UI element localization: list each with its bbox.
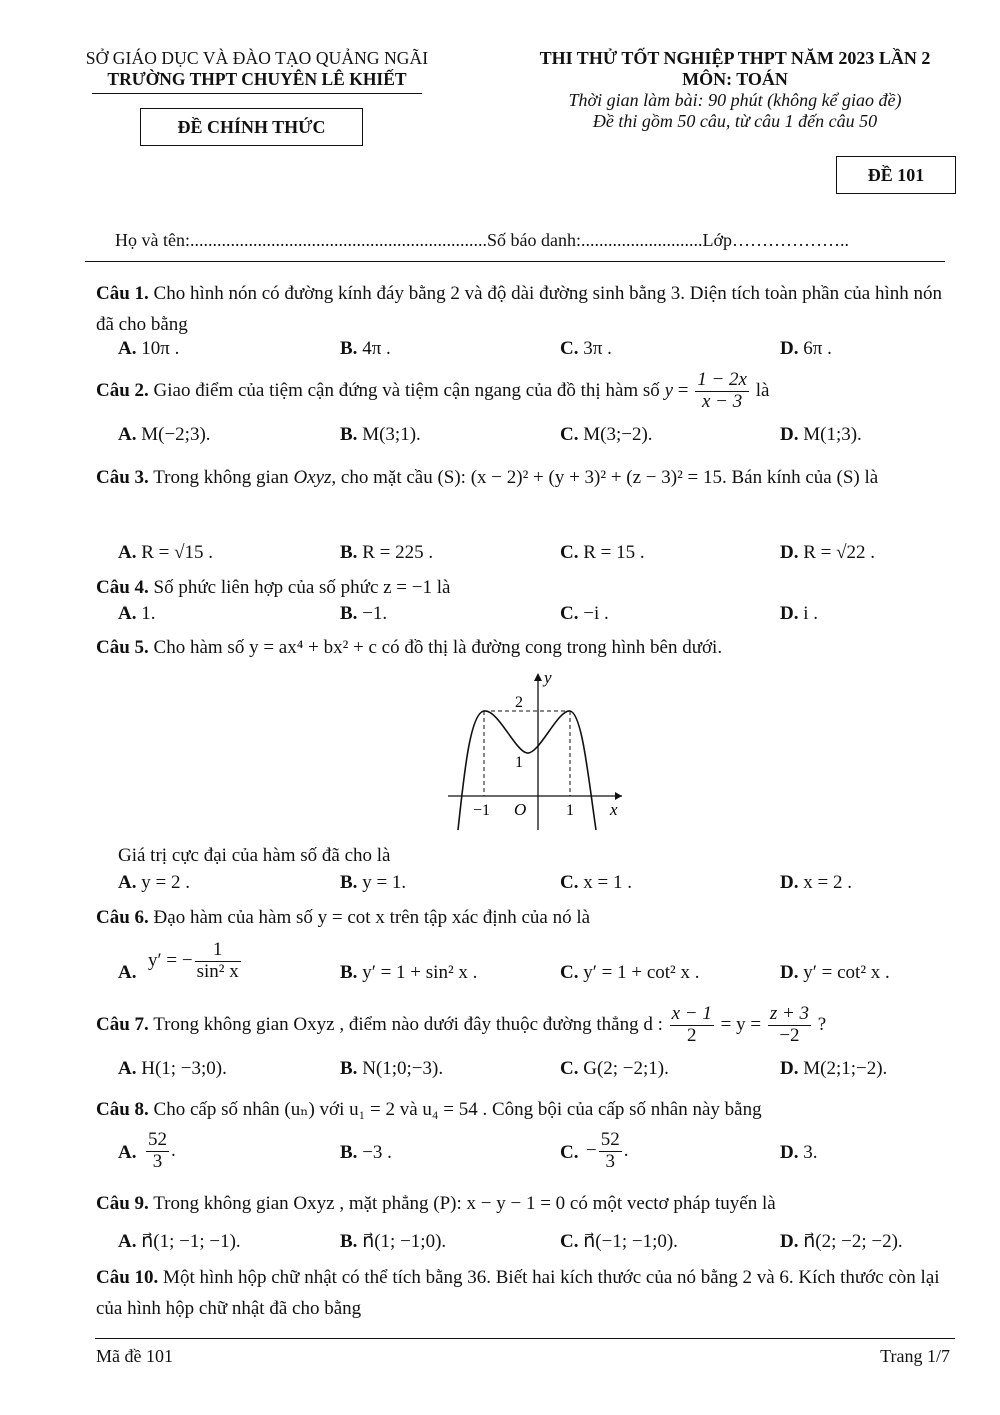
x-label: x (610, 800, 618, 819)
exam-code: ĐỀ 101 (836, 156, 956, 194)
function-graph (440, 665, 630, 835)
question-4 (96, 572, 956, 603)
question-label: Câu 9. (96, 1193, 149, 1214)
official-label: ĐỀ CHÍNH THỨC (140, 108, 363, 146)
question-3: Câu 3. Trong không gian Oxyz, cho mặt cầu (S): (x − 2)² + (y + 3)² + (z − 3)² = 15. Bán kính của (S) là (96, 467, 879, 488)
tick-label-2: 2 (515, 694, 523, 711)
question-1 (96, 278, 956, 340)
option-d[interactable]: n⃗(2; −2; −2). (803, 1231, 903, 1252)
option-b[interactable]: y′ = 1 + sin² x . (362, 962, 478, 983)
option-a[interactable]: H(1; −3;0). (141, 1058, 227, 1079)
option-a[interactable]: y = 2 . (141, 872, 190, 893)
options-q5: A. y = 2 . B. y = 1. C. x = 1 . D. x = 2 . (118, 872, 852, 893)
option-b[interactable]: n⃗(1; −1;0). (362, 1231, 447, 1252)
department-name: SỞ GIÁO DỤC VÀ ĐÀO TẠO QUẢNG NGÃI (85, 48, 429, 68)
option-a[interactable]: n⃗(1; −1; −1). (141, 1231, 241, 1252)
option-b[interactable]: R = 225 . (362, 542, 434, 563)
options-q7: A. H(1; −3;0). B. N(1;0;−3). C. G(2; −2;1). D. M(2;1;−2). (118, 1058, 888, 1079)
question-10 (96, 1262, 956, 1324)
option-b[interactable]: 4π . (362, 338, 391, 359)
y-label: y (544, 668, 552, 687)
question-8 (96, 1094, 956, 1125)
question-9 (96, 1188, 956, 1219)
exam-time: Thời gian làm bài: 90 phút (không kể giao đề) (568, 90, 902, 110)
option-a[interactable]: M(−2;3). (141, 424, 211, 445)
sbd-field[interactable]: ........................... (580, 230, 703, 250)
option-b[interactable]: −1. (362, 603, 388, 624)
option-c[interactable]: R = 15 . (583, 542, 645, 563)
option-d[interactable]: i . (803, 603, 819, 624)
question-text: , cho mặt cầu (S): (x − 2)² + (y + 3)² + (z − 3)² = 15. Bán kính của (S) là (331, 467, 879, 488)
question-text: Cho hàm số y = ax⁴ + bx² + c có đồ thị là đường cong trong hình bên dưới. (148, 637, 723, 658)
footer-divider (95, 1338, 955, 1339)
option-d[interactable]: y′ = cot² x . (803, 962, 890, 983)
question-text: Trong không gian Oxyz , điểm nào dưới đây thuộc đường thẳng d : (148, 1013, 668, 1035)
fraction: $\frac{1 - 2x}{x - 3}$ (697, 369, 747, 412)
question-label: Câu 2. (96, 379, 149, 401)
question-text: Trong không gian Oxyz , mặt phẳng (P): x − y − 1 = 0 có một vectơ pháp tuyến là (148, 1193, 776, 1214)
question-text: Một hình hộp chữ nhật có thể tích bằng 36. Biết hai kích thước của nó bằng 2 và 6. Kích thước còn lại của hình hộp chữ nhật đã cho bằng (96, 1267, 940, 1319)
question-label: Câu 3. (96, 467, 149, 488)
question-text: Cho cấp số nhân (uₙ) với u₁ = 2 và u₄ = 54 . Công bội của cấp số nhân này bằng (148, 1099, 762, 1120)
subject-title: MÔN: TOÁN (682, 69, 788, 89)
question-label: Câu 1. (96, 283, 149, 304)
footer-exam-code: Mã đề 101 (96, 1346, 173, 1366)
option-b[interactable]: N(1;0;−3). (362, 1058, 444, 1079)
option-c[interactable]: −i . (583, 603, 609, 624)
school-name: TRƯỜNG THPT CHUYÊN LÊ KHIẾT (107, 69, 407, 89)
option-a[interactable]: y′ = − $\frac{1}{\text{sin² x}}$ (148, 939, 239, 982)
option-b[interactable]: −3 . (362, 1142, 392, 1163)
question-7: Câu 7. Trong không gian Oxyz , điểm nào dưới đây thuộc đường thẳng d : $\frac{x - 1}{2}$ = y = $\frac{z + 3}{-2}$ ? (96, 1003, 827, 1046)
question-text: Số phức liên hợp của số phức z = −1 là (148, 577, 451, 598)
option-b[interactable]: M(3;1). (362, 424, 421, 445)
question-text: Đạo hàm của hàm số y = cot x trên tập xác định của nó là (148, 907, 591, 928)
class-label: Lớp (702, 230, 732, 250)
question-label: Câu 8. (96, 1099, 149, 1120)
option-a[interactable]: 10π . (141, 338, 180, 359)
option-d[interactable]: R = √22 . (803, 542, 876, 563)
x-axis-arrow (615, 792, 622, 800)
header-divider (85, 261, 945, 262)
option-c[interactable]: 3π . (583, 338, 612, 359)
question-text: Cho hình nón có đường kính đáy bằng 2 và độ dài đường sinh bằng 3. Diện tích toàn phần của hình nón đã cho bằng (96, 283, 942, 335)
exam-title: THI THỬ TỐT NGHIỆP THPT NĂM 2023 LẦN 2 (539, 48, 931, 68)
tick-label-minus1: −1 (473, 802, 491, 819)
options-q8: A. $\frac{52}{3}$ . B. −3 . C. − $\frac{52}{3}$ . D. 3. (118, 1129, 818, 1172)
question-text: Giao điểm của tiệm cận đứng và tiệm cận ngang của đồ thị hàm số (148, 379, 665, 401)
sbd-label: Số báo danh: (486, 230, 581, 250)
origin-label: O (514, 800, 527, 819)
option-d[interactable]: x = 2 . (803, 872, 852, 893)
options-q9: A. n⃗(1; −1; −1). B. n⃗(1; −1;0). C. n⃗(−1; −1;0). D. n⃗(2; −2; −2). (118, 1231, 903, 1252)
class-field[interactable]: ……………….. (732, 230, 849, 250)
question-label: Câu 10. (96, 1267, 159, 1288)
question-label: Câu 4. (96, 577, 149, 598)
question-5-prompt: Giá trị cực đại của hàm số đã cho là (118, 845, 391, 866)
option-a[interactable]: R = √15 . (141, 542, 214, 563)
option-c[interactable]: y′ = 1 + cot² x . (583, 962, 700, 983)
question-2: Câu 2. Giao điểm của tiệm cận đứng và tiệm cận ngang của đồ thị hàm số y = $\frac{1 - 2x}{x - 3}$ là (96, 369, 770, 412)
page-number: Trang 1/7 (880, 1346, 950, 1366)
question-label: Câu 7. (96, 1013, 149, 1035)
option-d[interactable]: M(1;3). (803, 424, 862, 445)
question-count: Đề thi gồm 50 câu, từ câu 1 đến câu 50 (592, 111, 878, 131)
option-c[interactable]: G(2; −2;1). (583, 1058, 669, 1079)
option-b[interactable]: y = 1. (362, 872, 407, 893)
header-left (52, 48, 462, 94)
option-c[interactable]: M(3;−2). (583, 424, 653, 445)
option-d[interactable]: 6π . (803, 338, 832, 359)
option-a[interactable]: 1. (141, 603, 156, 624)
options-q2: A. M(−2;3). B. M(3;1). C. M(3;−2). D. M(1;3). (118, 424, 862, 445)
y-axis-arrow (534, 673, 542, 681)
name-label: Họ và tên: (115, 230, 190, 250)
question-5 (96, 632, 956, 663)
options-q4: A. 1. B. −1. C. −i . D. i . (118, 603, 819, 624)
options-q1: A. 10π . B. 4π . C. 3π . D. 6π . (118, 338, 832, 359)
tick-label-x1: 1 (566, 802, 574, 819)
option-d[interactable]: M(2;1;−2). (803, 1058, 888, 1079)
tick-label-1: 1 (515, 754, 523, 771)
option-c[interactable]: − $\frac{52}{3}$ . (586, 1129, 629, 1172)
question-label: Câu 6. (96, 907, 149, 928)
option-a[interactable]: $\frac{52}{3}$ . (148, 1129, 176, 1172)
question-label: Câu 5. (96, 637, 149, 658)
name-field[interactable]: .................................................................. (189, 230, 487, 250)
header-right (500, 48, 970, 132)
student-info-line (115, 230, 849, 251)
header-underline (92, 93, 422, 94)
question-6 (96, 902, 956, 933)
options-q6: A. y′ = − $\frac{1}{\text{sin² x}}$ B. y′ = 1 + sin² x . C. y′ = 1 + cot² x . D. y′ = cot² x . (118, 939, 890, 983)
options-q3: A. R = √15 . B. R = 225 . C. R = 15 . D. R = √22 . (118, 542, 876, 563)
option-d[interactable]: 3. (803, 1142, 818, 1163)
option-c[interactable]: n⃗(−1; −1;0). (583, 1231, 678, 1252)
option-c[interactable]: x = 1 . (583, 872, 632, 893)
